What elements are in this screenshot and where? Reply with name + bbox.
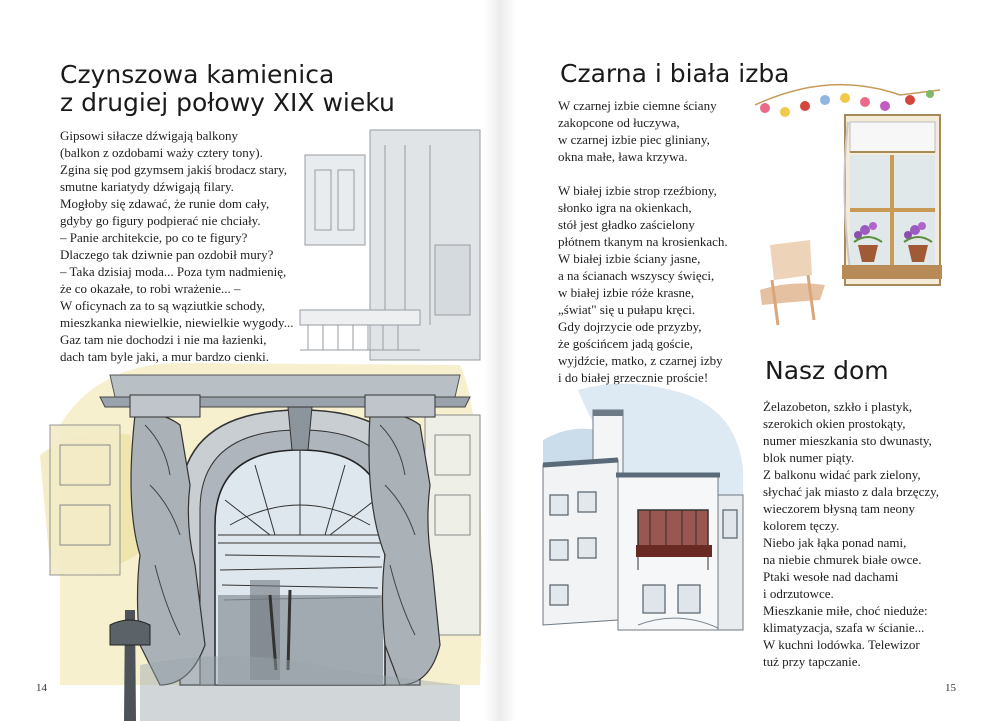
right-page [500,0,1000,721]
izba-poem-line: w czarnej izbie piec gliniany, [558,132,710,147]
apartment-block-illustration [538,380,748,650]
izba-poem-line: W białej izbie ściany jasne, [558,251,701,266]
nasz-dom-poem-line: klimatyzacja, szafa w ścianie... [763,620,925,635]
izba-poem-line: w białej izbie róże krasne, [558,285,695,300]
nasz-dom-poem-line: słychać jak miasto z dala brzęczy, [763,484,940,499]
izba-poem-line: słonko igra na okienkach, [558,200,692,215]
tenement-poem-line: – Panie architekcie, po co te figury? [60,230,248,245]
nasz-dom-poem-line: numer mieszkania sto dwunasty, [763,433,932,448]
izba-poem-line: Gdy dojrzycie ode przyzby, [558,319,702,334]
nasz-dom-poem-line: Żelazobeton, szkło i plastyk, [763,399,913,414]
nasz-dom-poem-line: Mieszkanie miłe, choć nieduże: [763,603,928,618]
izba-poem-line: i do białej grzecznie proście! [558,370,709,385]
nasz-dom-poem-line: kolorem tęczy. [763,518,840,533]
izba-poem-line: W białej izbie strop rzeźbiony, [558,183,717,198]
book-gutter [484,0,516,721]
tenement-poem-line: gdyby go figury podpierać nie chciały. [60,213,261,228]
tenement-poem-line: mieszkanka niewielkie, niewielkie wygody... [60,315,294,330]
title-line-2: z drugiej połowy XIX wieku [60,88,395,117]
izba-poem-line: że gościńcem jadą goście, [558,336,693,351]
izba-poem [558,97,728,386]
nasz-dom-poem-line: na niebie chmurek białe owce. [763,552,922,567]
izba-poem-line: W czarnej izbie ciemne ściany [558,98,717,113]
nasz-dom-poem [763,398,939,670]
nasz-dom-poem-line: tuż przy tapczanie. [763,654,861,669]
tenement-illustration [40,125,488,721]
nasz-dom-poem-line: Ptaki wesołe nad dachami [763,569,899,584]
nasz-dom-poem-line: wieczorem błysną tam neony [763,501,915,516]
cottage-window-illustration [750,70,945,330]
tenement-poem-line: Zgina się pod gzymsem jakiś brodacz stary, [60,162,287,177]
nasz-dom-poem-line: szerokich okien prostokąty, [763,416,906,431]
izba-poem-line: wyjdźcie, matko, z czarnej izby [558,353,723,368]
tenement-poem-line: Mogłoby się zdawać, że runie dom cały, [60,196,270,211]
tenement-poem-line: Gaz tam nie dochodzi i nie ma łazienki, [60,332,267,347]
tenement-poem-line: W oficynach za to są wąziutkie schody, [60,298,266,313]
poem2-title: Nasz dom [765,356,889,385]
stanza-gap [558,165,728,182]
nasz-dom-poem-line: Z balkonu widać park zielony, [763,467,921,482]
izba-poem-line: „świat" się u pułapu kręci. [558,302,696,317]
izba-poem-line: a na ścianach wszyscy święci, [558,268,715,283]
nasz-dom-poem-line: W kuchni lodówka. Telewizor [763,637,920,652]
page-number-right: 15 [945,682,956,694]
izba-poem-line: zakopcone od łuczywa, [558,115,680,130]
izba-poem-line: okna małe, ława krzywa. [558,149,688,164]
left-page-title [60,61,395,117]
tenement-poem-line: (balkon z ozdobami waży cztery tony). [60,145,263,160]
tenement-poem-line: dach tam byle jaki, a mur bardzo cienki. [60,349,270,364]
nasz-dom-poem-line: blok numer piąty. [763,450,855,465]
nasz-dom-poem-line: i odrzutowce. [763,586,834,601]
tenement-poem-line: – Taka dzisiaj moda... Poza tym nadmienię, [60,264,287,279]
title-line-1: Czynszowa kamienica [60,60,335,89]
izba-poem-line: stół jest gładko zaścielony [558,217,695,232]
tenement-poem-line: że co okazałe, to robi wrażenie... – [60,281,241,296]
poem1-title: Czarna i biała izba [560,59,790,88]
page-number-left: 14 [36,682,47,694]
tenement-poem-line: Dlaczego tak dziwnie pan ozdobił mury? [60,247,274,262]
nasz-dom-poem-line: Niebo jak łąka ponad nami, [763,535,907,550]
tenement-poem-line: Gipsowi siłacze dźwigają balkony [60,128,238,143]
izba-poem-line: płótnem tkanym na krosienkach. [558,234,728,249]
tenement-poem-line: smutne kariatydy dźwigają filary. [60,179,234,194]
